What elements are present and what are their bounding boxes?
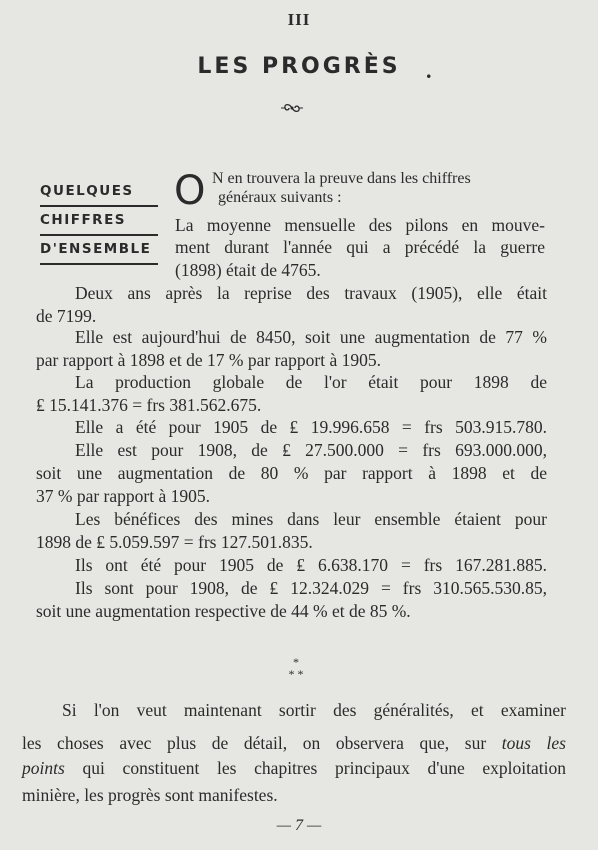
text-line: 1898 de ₤ 5.059.597 = frs 127.501.835. [36,532,313,552]
text-line: La moyenne mensuelle des pilons en mouve- [175,215,545,235]
text-line: Ils sont pour 1908, de ₤ 12.324.029 = frs 310.565.530.85, [75,578,547,598]
text-line: par rapport à 1898 et de 17 % par rapport à 1905. [36,350,382,370]
text-line: ment durant l'année qui a précédé la guerre [175,237,545,257]
title-trailing-dot: . [426,58,432,83]
text-segment-italic: tous les [501,733,566,753]
text-line: (1898) était de 4765. [175,260,321,280]
sidenote-rule-1 [40,205,158,207]
text-segment-italic: points [22,758,65,778]
text-line: de 7199. [36,306,97,326]
text-line: soit une augmentation respective de 44 % et de 85 %. [36,601,411,621]
text-line: généraux suivants : [218,189,342,206]
text-line: N en trouvera la preuve dans les chiffres [212,170,471,187]
text-line-mixed [22,733,566,754]
text-line: ₤ 15.141.376 = frs 381.562.675. [36,395,262,415]
text-line: Si l'on veut maintenant sortir des généralités, et examiner [62,700,566,720]
page-number: — 7 — [276,817,322,834]
text-line: 37 % par rapport à 1905. [36,486,210,506]
text-line: Ils ont été pour 1905 de ₤ 6.638.170 = frs 167.281.885. [75,555,547,575]
text-line: Les bénéfices des mines dans leur ensemble étaient pour [75,509,547,529]
chapter-title: LES PROGRÈS [197,54,401,79]
text-line: Elle est aujourd'hui de 8450, soit une augmentation de 77 % [75,327,547,347]
sidenote-rule-2 [40,234,158,236]
fleuron-ornament-icon [281,101,303,115]
text-line: Elle a été pour 1905 de ₤ 19.996.658 = frs 503.915.780. [75,417,547,437]
sidenote-line-3: D'ENSEMBLE [40,241,152,257]
text-segment: les choses avec plus de détail, on observera que, sur [22,733,487,753]
asterism-top: * [293,655,299,669]
sidenote-line-2: CHIFFRES [40,212,127,228]
text-line: soit une augmentation de 80 % par rapport à 1898 et de [36,463,547,483]
text-line: La production globale de l'or était pour 1898 de [75,372,547,392]
text-segment: qui constituent les chapitres principaux d'une exploitation [82,758,566,778]
chapter-number: III [287,10,311,29]
asterism-bottom: * * [288,667,304,681]
sidenote-rule-3 [40,263,158,265]
drop-cap: O [174,168,206,214]
text-line: Elle est pour 1908, de ₤ 27.500.000 = frs 693.000.000, [75,440,547,460]
text-line-mixed [22,758,566,779]
text-line: Deux ans après la reprise des travaux (1905), elle était [75,283,547,303]
text-line: minière, les progrès sont manifestes. [22,785,278,805]
sidenote-line-1: QUELQUES [40,183,134,199]
